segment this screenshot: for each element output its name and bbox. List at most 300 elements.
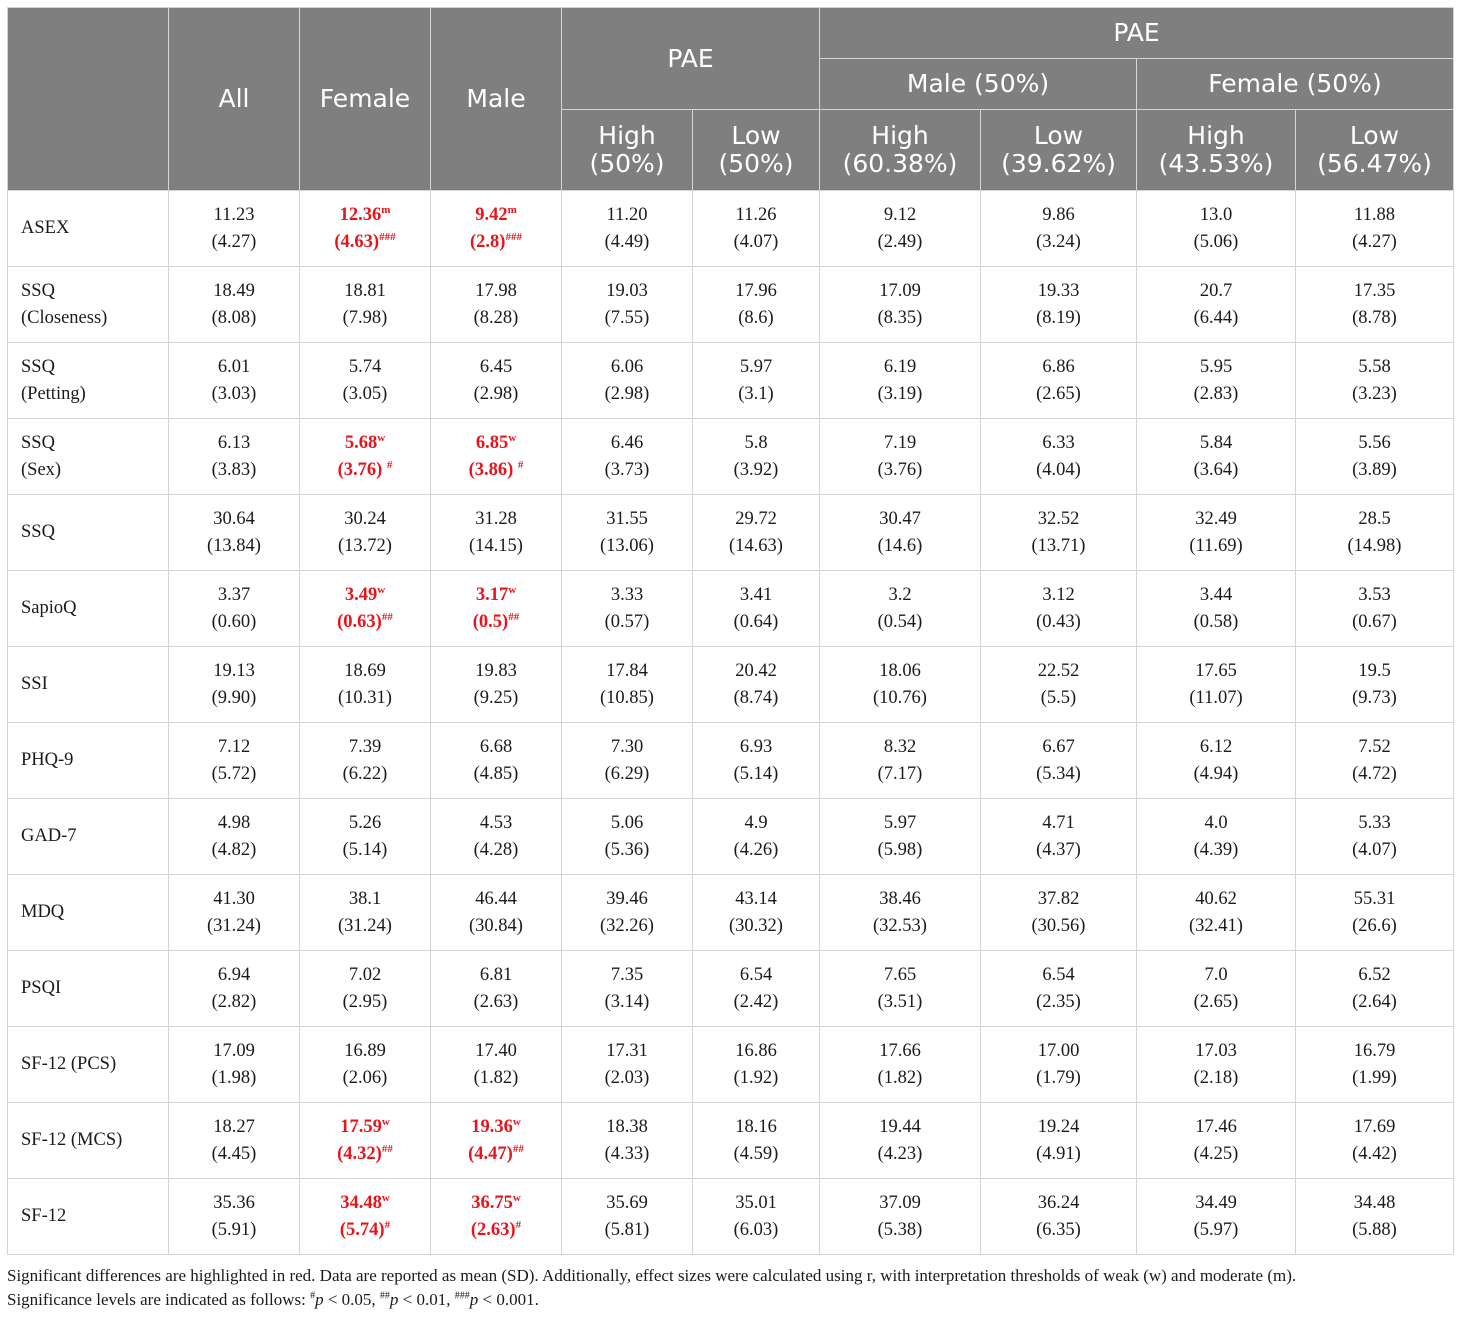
table-cell	[820, 495, 981, 571]
cell-mean: 7.52	[1358, 736, 1391, 757]
table-cell	[1137, 1027, 1296, 1103]
table-cell	[562, 419, 693, 495]
row-label	[8, 343, 169, 419]
table-cell	[981, 191, 1137, 267]
table-cell	[562, 723, 693, 799]
cell-sd: (3.03)	[211, 383, 257, 404]
row-label	[8, 951, 169, 1027]
cell-sd: (4.39)	[1193, 839, 1239, 860]
cell-sd: (6.35)	[1036, 1219, 1081, 1240]
cell-mean: 18.16	[735, 1116, 777, 1137]
significance-marker: ###	[505, 230, 522, 243]
header-male-low: Low (39.62%)	[981, 110, 1137, 191]
cell-mean: 37.09	[879, 1192, 921, 1213]
cell-mean: 38.1	[348, 888, 382, 909]
cell-mean: 17.31	[606, 1040, 648, 1061]
cell-mean: 6.54	[739, 964, 773, 985]
cell-mean: 3.33	[610, 584, 644, 605]
table-cell	[562, 799, 693, 875]
table-cell	[300, 419, 431, 495]
table-cell	[1137, 191, 1296, 267]
table-cell	[562, 647, 693, 723]
cell-mean: 5.68$^w$	[344, 431, 386, 453]
table-cell	[169, 723, 300, 799]
cell-sd: (0.43)	[1036, 611, 1081, 632]
cell-sd: (14.15)	[469, 535, 523, 556]
cell-sd: (2.83)	[1193, 383, 1239, 404]
effect-size-marker: w	[377, 583, 386, 596]
table-cell	[169, 343, 300, 419]
row-label	[8, 723, 169, 799]
significance-marker: ###	[379, 230, 396, 243]
table-cell	[1296, 799, 1454, 875]
significance-marker: ##	[381, 1142, 393, 1155]
cell-mean: 34.48$^w$	[340, 1191, 390, 1213]
table-row	[8, 495, 1454, 571]
table-row	[8, 1103, 1454, 1179]
cell-mean: 6.33	[1042, 432, 1075, 453]
table-header	[8, 8, 1454, 191]
table-cell	[300, 571, 431, 647]
table-cell	[693, 1027, 820, 1103]
table-cell	[1137, 723, 1296, 799]
table-cell	[169, 191, 300, 267]
cell-sd: (3.19)	[877, 383, 923, 404]
row-label	[8, 267, 169, 343]
table-cell	[1137, 495, 1296, 571]
cell-mean: 7.19	[883, 432, 917, 453]
header-female-high: High (43.53%)	[1137, 110, 1296, 191]
row-label-line: SSQ	[21, 522, 55, 542]
row-label-line: PSQI	[21, 978, 62, 998]
cell-sd: (4.72)	[1352, 763, 1397, 784]
cell-sd: (13.06)	[600, 535, 654, 556]
cell-mean: 6.85$^w$	[475, 431, 517, 453]
cell-mean: 3.49$^w$	[344, 583, 386, 605]
cell-sd: (5.72)	[211, 763, 257, 784]
cell-mean: 6.06	[610, 356, 644, 377]
row-label-line: (Closeness)	[21, 307, 108, 328]
cell-sd: (4.91)	[1036, 1143, 1081, 1164]
cell-sd: (3.76) #	[337, 458, 393, 480]
table-cell	[693, 951, 820, 1027]
table-row	[8, 799, 1454, 875]
cell-mean: 36.75$^w$	[471, 1191, 521, 1213]
table-cell	[431, 191, 562, 267]
table-row	[8, 267, 1454, 343]
cell-sd: (11.69)	[1189, 535, 1243, 556]
table-cell	[431, 495, 562, 571]
table-cell	[300, 495, 431, 571]
table-cell	[981, 419, 1137, 495]
cell-sd: (3.05)	[342, 383, 388, 404]
table-cell	[820, 1103, 981, 1179]
cell-mean: 7.30	[610, 736, 644, 757]
significance-marker: #	[517, 458, 524, 471]
table-cell	[693, 191, 820, 267]
cell-mean: 6.68	[479, 736, 513, 757]
table-cell	[169, 495, 300, 571]
cell-sd: (2.82)	[211, 991, 257, 1012]
cell-sd: (2.49)	[877, 231, 923, 252]
table-cell	[300, 1103, 431, 1179]
cell-sd: (4.26)	[733, 839, 779, 860]
table-cell	[562, 571, 693, 647]
table-cell	[1296, 495, 1454, 571]
header-male-high: High (60.38%)	[820, 110, 981, 191]
cell-sd: (5.06)	[1193, 231, 1239, 252]
cell-sd: (4.59)	[733, 1143, 779, 1164]
table-cell	[1296, 647, 1454, 723]
cell-mean: 36.24	[1037, 1192, 1080, 1213]
cell-mean: 34.48	[1353, 1192, 1396, 1213]
row-label	[8, 875, 169, 951]
cell-sd: (30.32)	[729, 915, 783, 936]
cell-mean: 12.36$^m$	[339, 203, 391, 225]
cell-mean: 11.23	[213, 204, 255, 225]
cell-mean: 20.7	[1199, 280, 1233, 301]
table-cell	[981, 267, 1137, 343]
cell-mean: 32.52	[1037, 508, 1080, 529]
cell-sd: (4.27)	[211, 231, 257, 252]
table-cell	[1137, 951, 1296, 1027]
row-label	[8, 571, 169, 647]
table-cell	[1137, 1103, 1296, 1179]
cell-sd: (2.35)	[1036, 991, 1081, 1012]
table-cell	[981, 951, 1137, 1027]
cell-mean: 34.49	[1195, 1192, 1237, 1213]
row-label-line: (Petting)	[21, 383, 86, 404]
cell-mean: 5.58	[1358, 356, 1391, 377]
cell-mean: 16.79	[1353, 1040, 1396, 1061]
table-cell	[431, 1027, 562, 1103]
table-cell	[431, 1103, 562, 1179]
cell-mean: 16.89	[344, 1040, 386, 1061]
cell-mean: 4.9	[744, 812, 768, 833]
cell-sd: (4.49)	[604, 231, 650, 252]
cell-mean: 6.94	[217, 964, 251, 985]
cell-sd: (5.91)	[211, 1219, 257, 1240]
table-cell	[820, 267, 981, 343]
table-cell	[562, 1103, 693, 1179]
cell-sd: (1.99)	[1352, 1067, 1397, 1088]
table-cell	[693, 267, 820, 343]
significance-marker: ##	[381, 610, 393, 623]
cell-sd: (2.63)	[473, 991, 519, 1012]
cell-mean: 17.65	[1195, 660, 1237, 681]
cell-mean: 19.5	[1358, 660, 1391, 681]
cell-sd: (3.89)	[1352, 459, 1397, 480]
cell-mean: 4.53	[479, 812, 513, 833]
cell-sd: (1.79)	[1036, 1067, 1081, 1088]
table-cell	[820, 419, 981, 495]
cell-mean: 5.84	[1199, 432, 1233, 453]
cell-sd: (5.98)	[877, 839, 923, 860]
table-cell	[693, 1103, 820, 1179]
cell-sd: (0.64)	[733, 611, 779, 632]
cell-mean: 3.44	[1199, 584, 1233, 605]
cell-sd: (4.07)	[733, 231, 779, 252]
cell-mean: 7.35	[610, 964, 644, 985]
cell-mean: 5.97	[739, 356, 773, 377]
table-cell	[169, 1179, 300, 1255]
header-all: All	[169, 8, 300, 191]
cell-mean: 17.35	[1353, 280, 1396, 301]
table-row	[8, 1179, 1454, 1255]
table-cell	[693, 343, 820, 419]
cell-sd: (4.25)	[1193, 1143, 1239, 1164]
row-label-line: GAD-7	[21, 826, 77, 846]
row-label-line: SF-12	[21, 1206, 67, 1226]
row-label	[8, 1103, 169, 1179]
table-cell	[1137, 647, 1296, 723]
cell-mean: 28.5	[1358, 508, 1391, 529]
row-label-line: MDQ	[21, 902, 65, 922]
footnote-line-2: Significance levels are indicated as follows: #p < 0.05, ##p < 0.01, ###p < 0.001.	[7, 1290, 539, 1309]
header-male: Male	[431, 8, 562, 191]
table-cell	[1296, 191, 1454, 267]
effect-size-marker: w	[381, 1115, 390, 1128]
table-cell	[981, 875, 1137, 951]
cell-mean: 19.33	[1037, 280, 1080, 301]
table-cell	[169, 267, 300, 343]
results-table	[7, 7, 1454, 1255]
cell-sd: (30.56)	[1031, 915, 1086, 936]
cell-sd: (32.26)	[600, 915, 654, 936]
cell-sd: (5.34)	[1036, 763, 1081, 784]
cell-mean: 17.03	[1195, 1040, 1237, 1061]
cell-sd: (6.03)	[733, 1219, 779, 1240]
header-pae: PAE	[562, 8, 820, 110]
cell-mean: 31.55	[606, 508, 648, 529]
table-cell	[431, 875, 562, 951]
cell-sd: (5.14)	[733, 763, 779, 784]
table-cell	[431, 267, 562, 343]
cell-sd: (7.55)	[604, 307, 650, 328]
table-cell	[1137, 343, 1296, 419]
header-pae-gender: PAE	[820, 8, 1454, 59]
cell-sd: (1.98)	[211, 1067, 257, 1088]
cell-sd: (5.38)	[877, 1219, 923, 1240]
cell-sd: (4.47)##	[468, 1142, 524, 1164]
table-cell	[431, 343, 562, 419]
table-cell	[981, 571, 1137, 647]
cell-mean: 3.37	[217, 584, 251, 605]
cell-sd: (4.63)###	[334, 230, 396, 252]
cell-sd: (0.57)	[604, 611, 650, 632]
cell-sd: (8.74)	[733, 687, 779, 708]
table-cell	[562, 267, 693, 343]
table-cell	[169, 647, 300, 723]
table-cell	[820, 1027, 981, 1103]
cell-mean: 4.0	[1204, 812, 1228, 833]
cell-sd: (8.28)	[473, 307, 519, 328]
table-cell	[1296, 723, 1454, 799]
cell-sd: (3.73)	[604, 459, 650, 480]
cell-sd: (8.35)	[877, 307, 923, 328]
table-cell	[169, 1027, 300, 1103]
cell-mean: 5.56	[1358, 432, 1391, 453]
table-cell	[820, 875, 981, 951]
cell-mean: 31.28	[475, 508, 517, 529]
table-cell	[300, 343, 431, 419]
cell-sd: (0.67)	[1352, 611, 1397, 632]
cell-sd: (2.65)	[1036, 383, 1081, 404]
table-cell	[1137, 419, 1296, 495]
effect-size-marker: w	[512, 1115, 521, 1128]
table-cell	[820, 799, 981, 875]
cell-mean: 9.86	[1042, 204, 1075, 225]
cell-mean: 32.49	[1195, 508, 1237, 529]
table-cell	[300, 799, 431, 875]
cell-mean: 6.93	[739, 736, 773, 757]
table-cell	[562, 875, 693, 951]
cell-sd: (26.6)	[1352, 915, 1397, 936]
cell-mean: 7.39	[348, 736, 382, 757]
significance-marker: ##	[508, 610, 520, 623]
cell-sd: (1.92)	[733, 1067, 779, 1088]
row-label	[8, 799, 169, 875]
cell-sd: (4.82)	[211, 839, 257, 860]
header-female: Female	[300, 8, 431, 191]
cell-mean: 7.02	[348, 964, 382, 985]
table-cell	[693, 419, 820, 495]
cell-mean: 9.42$^m$	[475, 203, 517, 225]
cell-sd: (3.64)	[1193, 459, 1239, 480]
cell-mean: 55.31	[1353, 888, 1396, 909]
cell-sd: (10.85)	[600, 687, 654, 708]
effect-size-marker: w	[381, 1191, 390, 1204]
cell-mean: 3.17$^w$	[475, 583, 517, 605]
cell-mean: 19.13	[213, 660, 255, 681]
cell-mean: 17.59$^w$	[340, 1115, 390, 1137]
cell-mean: 43.14	[735, 888, 777, 909]
cell-sd: (2.18)	[1193, 1067, 1239, 1088]
cell-mean: 19.24	[1037, 1116, 1080, 1137]
cell-mean: 19.44	[879, 1116, 921, 1137]
cell-sd: (4.33)	[604, 1143, 650, 1164]
table-cell	[693, 723, 820, 799]
table-cell	[981, 495, 1137, 571]
cell-mean: 35.36	[213, 1192, 255, 1213]
header-pae-high: High (50%)	[562, 110, 693, 191]
table-cell	[169, 571, 300, 647]
table-cell	[169, 875, 300, 951]
cell-sd: (30.84)	[469, 915, 523, 936]
cell-sd: (14.98)	[1347, 535, 1402, 556]
cell-mean: 5.06	[610, 812, 644, 833]
cell-mean: 16.86	[735, 1040, 777, 1061]
cell-mean: 35.01	[735, 1192, 777, 1213]
table-cell	[981, 1179, 1137, 1255]
row-label-line: (Sex)	[21, 459, 62, 480]
cell-mean: 46.44	[475, 888, 517, 909]
cell-mean: 5.74	[348, 356, 382, 377]
cell-sd: (0.63)##	[337, 610, 393, 632]
row-label	[8, 191, 169, 267]
cell-sd: (2.95)	[342, 991, 388, 1012]
row-label-line: PHQ-9	[21, 750, 74, 770]
effect-size-marker: w	[512, 1191, 521, 1204]
cell-mean: 17.84	[606, 660, 648, 681]
row-label-line: SSQ	[21, 432, 55, 453]
cell-mean: 18.69	[344, 660, 386, 681]
cell-mean: 17.00	[1037, 1040, 1080, 1061]
table-cell	[981, 799, 1137, 875]
table-cell	[693, 799, 820, 875]
cell-sd: (5.88)	[1352, 1219, 1397, 1240]
header-female-low: Low (56.47%)	[1296, 110, 1454, 191]
cell-mean: 11.26	[735, 204, 777, 225]
cell-sd: (6.22)	[342, 763, 388, 784]
row-label-line: SF-12 (PCS)	[21, 1054, 117, 1074]
header-corner	[8, 8, 169, 191]
cell-sd: (6.44)	[1193, 307, 1239, 328]
cell-sd: (4.37)	[1036, 839, 1081, 860]
footnote-line-1: Significant differences are highlighted in red. Data are reported as mean (SD). Additionally, effect sizes were calculated using r, with interpretation thresholds of weak (w) and moderate (m).	[7, 1266, 1297, 1285]
cell-sd: (11.07)	[1189, 687, 1243, 708]
cell-mean: 19.83	[475, 660, 517, 681]
table-cell	[981, 1027, 1137, 1103]
cell-mean: 6.01	[217, 356, 251, 377]
table-cell	[300, 191, 431, 267]
table-cell	[300, 267, 431, 343]
table-cell	[562, 951, 693, 1027]
cell-sd: (13.72)	[338, 535, 392, 556]
cell-sd: (3.24)	[1036, 231, 1081, 252]
cell-mean: 17.40	[475, 1040, 517, 1061]
cell-mean: 4.98	[217, 812, 251, 833]
table-cell	[562, 495, 693, 571]
cell-mean: 5.8	[744, 432, 768, 453]
table-row	[8, 571, 1454, 647]
cell-mean: 6.12	[1199, 736, 1233, 757]
cell-mean: 11.88	[1354, 204, 1395, 225]
cell-sd: (2.06)	[342, 1067, 388, 1088]
table-cell	[693, 647, 820, 723]
table-row	[8, 191, 1454, 267]
table-cell	[300, 951, 431, 1027]
row-label	[8, 647, 169, 723]
significance-marker: #	[384, 1218, 391, 1231]
table-cell	[300, 723, 431, 799]
effect-size-marker: m	[507, 203, 517, 216]
cell-mean: 6.52	[1358, 964, 1391, 985]
cell-mean: 6.46	[610, 432, 644, 453]
cell-sd: (9.90)	[211, 687, 257, 708]
cell-sd: (0.58)	[1193, 611, 1239, 632]
cell-sd: (4.04)	[1036, 459, 1081, 480]
cell-sd: (5.14)	[342, 839, 388, 860]
cell-sd: (4.32)##	[337, 1142, 393, 1164]
cell-sd: (32.53)	[873, 915, 927, 936]
cell-sd: (2.65)	[1193, 991, 1239, 1012]
table-cell	[431, 1179, 562, 1255]
row-label	[8, 419, 169, 495]
cell-mean: 7.65	[883, 964, 917, 985]
cell-sd: (4.28)	[473, 839, 519, 860]
table-cell	[693, 571, 820, 647]
effect-size-marker: w	[508, 583, 517, 596]
row-label-line: SapioQ	[21, 598, 77, 618]
cell-sd: (2.03)	[604, 1067, 650, 1088]
cell-mean: 7.0	[1204, 964, 1228, 985]
cell-mean: 6.45	[479, 356, 513, 377]
cell-mean: 30.47	[879, 508, 921, 529]
cell-sd: (3.23)	[1352, 383, 1397, 404]
cell-sd: (10.31)	[338, 687, 392, 708]
effect-size-marker: w	[377, 431, 386, 444]
